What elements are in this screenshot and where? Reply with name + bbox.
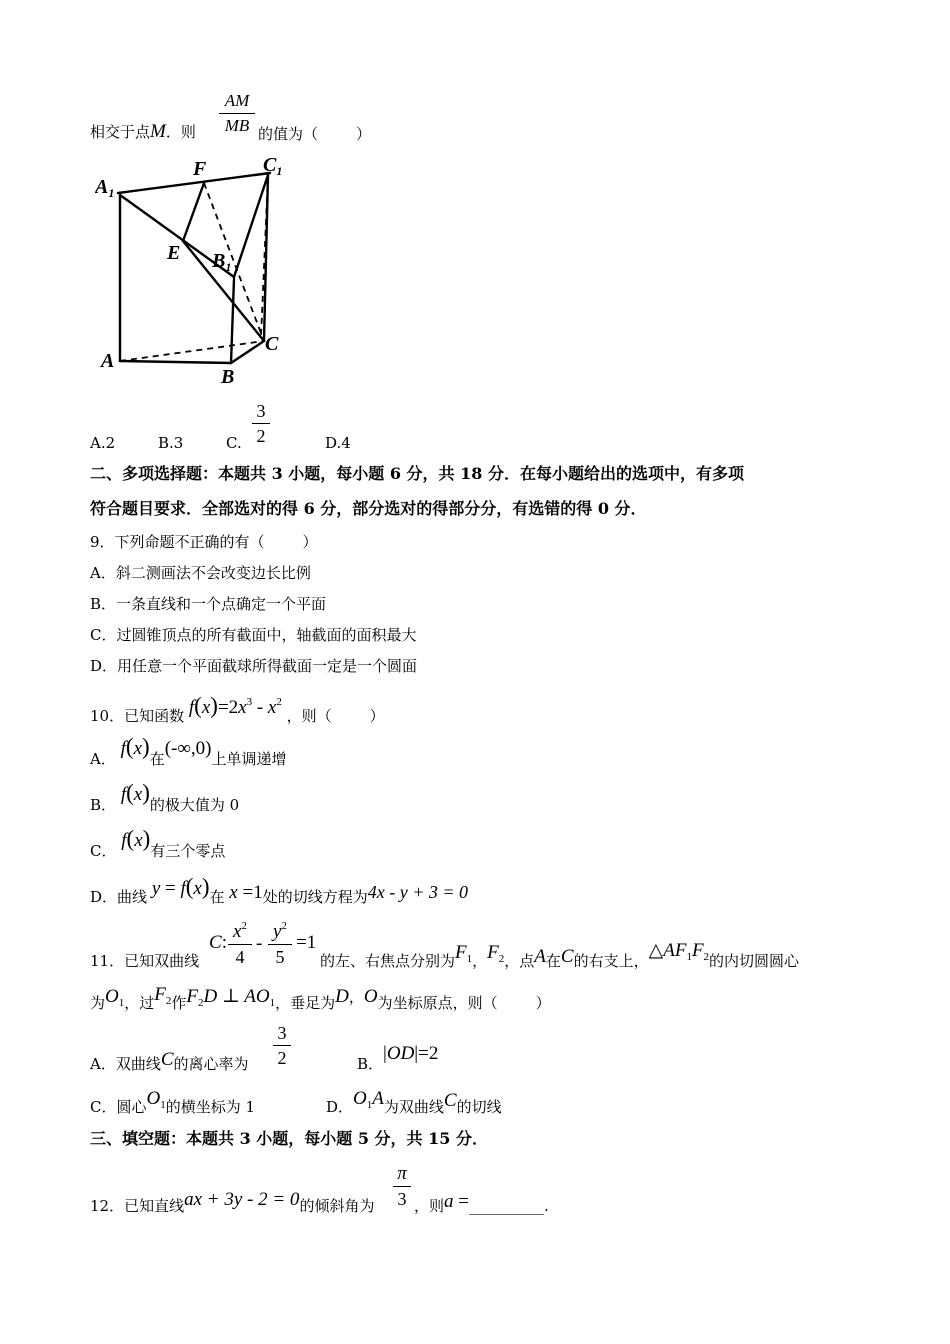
q8-tail: 相交于点M．则 xyxy=(90,121,196,142)
label-b1: $B_1$ xyxy=(212,250,232,274)
label-b: B xyxy=(221,366,235,388)
q11-eq-one: =1 xyxy=(296,932,317,953)
edge-b1-b xyxy=(231,279,234,363)
q11-frac-x2-4: $x^2$ 4 xyxy=(228,915,252,968)
section3-heading: 三、填空题：本题共 3 小题，每小题 5 分，共 15 分． xyxy=(90,1129,488,1148)
q11-option-a: A．双曲线C的离心率为 xyxy=(90,1049,249,1073)
q8-option-c: C. xyxy=(226,434,242,452)
q11-option-b: B．|OD|=2 xyxy=(357,1043,439,1073)
q9-option-a: A．斜二测画法不会改变边长比例 xyxy=(90,564,311,582)
q8-option-a: A.2 xyxy=(90,434,116,452)
label-c: C xyxy=(265,333,279,355)
q8-option-c-fraction: 3 2 xyxy=(252,400,270,447)
q11-stem-c: 为$O_1$，过$F_2$作$F_2D$ ⊥ $AO_1$，垂足为D，O为坐标原点，则（ ） xyxy=(90,984,551,1012)
q10-option-a: A． f(x)在(-∞,0)上单调递增 xyxy=(90,734,287,768)
dashed-a-c xyxy=(120,341,264,361)
label-a: A xyxy=(101,350,115,372)
q8-tail-end: 的值为（ ） xyxy=(258,125,372,143)
label-e: E xyxy=(167,242,181,264)
q12-fraction-pi-3: π 3 xyxy=(393,1163,411,1210)
q11-option-d: D．$O_1A$为双曲线C的切线 xyxy=(326,1088,502,1116)
edge-b-c xyxy=(231,341,264,363)
label-c1: $C_1$ xyxy=(263,155,283,178)
q10-option-c: C． f(x)有三个零点 xyxy=(90,826,226,860)
q12-answer: ，则a =__________. xyxy=(414,1191,549,1215)
prism-figure xyxy=(95,155,295,395)
var-M: M xyxy=(150,121,166,142)
q9-option-d: D．用任意一个平面截球所得截面一定是一个圆面 xyxy=(90,657,418,675)
q10-stem: 10．已知函数 $f(x)=2x^3 - x^2$ ，则（ ） xyxy=(90,693,385,725)
q11-minus: - xyxy=(256,933,263,954)
q9-stem: 9．下列命题不正确的有（ ） xyxy=(90,533,318,551)
section2-heading-line1: 二、多项选择题：本题共 3 小题，每小题 6 分，共 18 分．在每小题给出的选项中，有多项 xyxy=(90,464,744,483)
q11-stem-b: 的左、右焦点分别为$F_1$，$F_2$，点A在C的右支上，$\triangle AF_1F_2$的内切圆圆心 xyxy=(320,940,800,970)
label-a1: $A_1$ xyxy=(95,176,115,200)
answer-blank[interactable]: __________ xyxy=(468,1197,544,1215)
q12-stem: 12．已知直线ax + 3y - 2 = 0的倾斜角为 xyxy=(90,1189,375,1215)
q8-option-b: B.3 xyxy=(158,434,184,452)
q10-option-d: D．曲线 y = f(x)在 x =1处的切线方程为4x - y + 3 = 0 xyxy=(90,874,468,906)
q11-stem-a: 11．已知双曲线 xyxy=(90,952,200,970)
q10-option-b: B． f(x)的极大值为 0 xyxy=(90,780,240,814)
q11-curve-C: C: xyxy=(209,932,227,953)
label-f: F xyxy=(193,158,207,180)
q8-option-d: D.4 xyxy=(325,434,351,452)
edge-b1-c1 xyxy=(234,175,268,277)
q11-frac-y2-5: $y^2$ 5 xyxy=(268,915,292,968)
edge-a-b xyxy=(120,361,231,363)
q11-option-c: C．圆心$O_1$的横坐标为 1 xyxy=(90,1088,256,1116)
fraction-am-mb: AM MB xyxy=(219,90,255,137)
edge-e-f xyxy=(183,183,204,241)
section2-heading-line2: 符合题目要求．全部选对的得 6 分，部分选对的得部分分，有选错的得 0 分． xyxy=(90,499,647,518)
q9-option-b: B．一条直线和一个点确定一个平面 xyxy=(90,595,327,613)
q11-option-a-fraction: 3 2 xyxy=(273,1022,291,1069)
q9-option-c: C．过圆锥顶点的所有截面中，轴截面的面积最大 xyxy=(90,626,417,644)
